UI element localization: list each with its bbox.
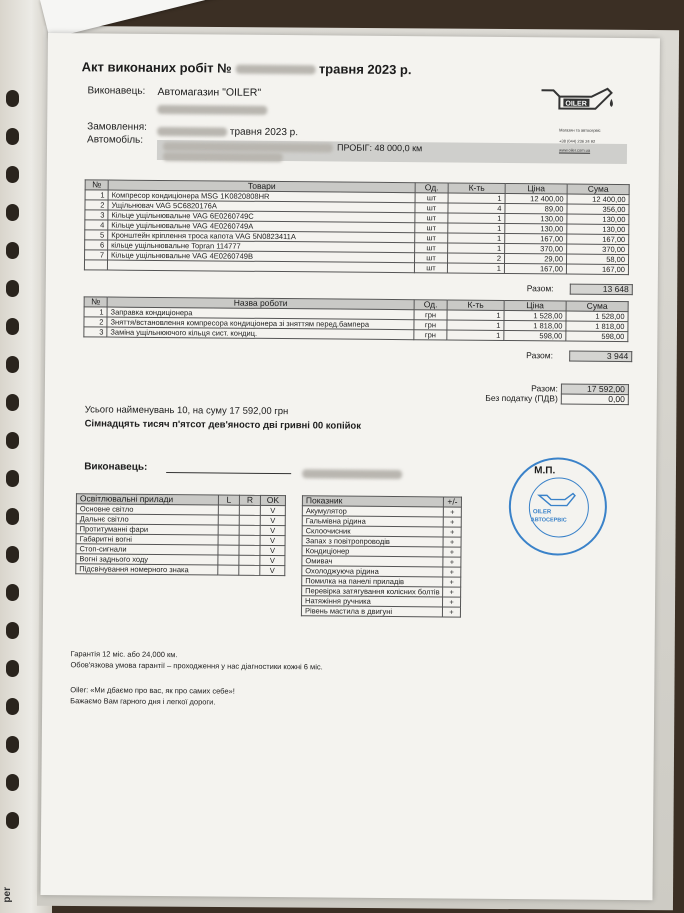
table-row bbox=[302, 536, 461, 547]
row-number: 2 bbox=[85, 200, 108, 210]
row-qty: 1 bbox=[447, 310, 504, 320]
binder-hole bbox=[6, 128, 19, 145]
light-name: Основне світло bbox=[76, 504, 218, 515]
indicator-value: + bbox=[443, 557, 460, 567]
goods-total bbox=[524, 283, 633, 295]
logo-phone: +38 (044) 236 24 92 bbox=[559, 138, 596, 144]
light-ok: V bbox=[260, 545, 285, 555]
light-left bbox=[218, 525, 239, 535]
row-number: 6 bbox=[85, 240, 108, 250]
col-header: Сума bbox=[567, 184, 629, 195]
col-header: Сума bbox=[566, 301, 628, 312]
row-price: 29,00 bbox=[505, 253, 567, 264]
row-number: 2 bbox=[84, 317, 107, 327]
row-price: 1 818,00 bbox=[504, 320, 566, 331]
indicator-value: + bbox=[443, 547, 460, 557]
indicator-value: + bbox=[444, 517, 461, 527]
light-left bbox=[218, 565, 239, 575]
binder-hole bbox=[6, 660, 19, 677]
row-unit: шт bbox=[414, 263, 447, 273]
slogan-text: Oiler: «Ми дбаємо про вас, як про самих себе»! bbox=[70, 685, 235, 696]
goods-total-label: Разом: bbox=[526, 283, 554, 294]
col-header: R bbox=[239, 495, 260, 505]
row-price: 12 400,00 bbox=[505, 193, 567, 204]
oiler-logo bbox=[537, 82, 628, 158]
indicator-value: + bbox=[443, 607, 460, 617]
indicator-name: Помилка на панелі приладів bbox=[302, 576, 444, 587]
summary-total-value: 17 592,00 bbox=[561, 384, 628, 395]
binder-hole bbox=[6, 318, 19, 335]
binder-label: per bbox=[2, 887, 13, 903]
col-header: Ціна bbox=[505, 183, 567, 194]
row-price: 89,00 bbox=[505, 203, 567, 214]
row-price: 370,00 bbox=[505, 243, 567, 254]
row-name: Заміна ущільнюючого кільця сист. кондиц. bbox=[107, 327, 414, 340]
indicator-name: Омивач bbox=[302, 556, 444, 567]
company-stamp bbox=[508, 457, 607, 556]
row-qty: 1 bbox=[448, 193, 505, 203]
table-row bbox=[302, 586, 461, 597]
row-qty: 1 bbox=[448, 213, 505, 223]
stamp-oil-can-icon bbox=[537, 489, 577, 509]
redacted-name bbox=[302, 465, 402, 484]
table-row bbox=[302, 576, 461, 587]
indicator-value: + bbox=[443, 597, 460, 607]
row-unit: шт bbox=[415, 203, 448, 213]
indicator-value: + bbox=[443, 537, 460, 547]
table-row bbox=[302, 596, 461, 607]
row-price: 598,00 bbox=[504, 330, 566, 341]
row-price: 167,00 bbox=[505, 233, 567, 244]
goods-table bbox=[84, 179, 630, 275]
indicator-value: + bbox=[443, 587, 460, 597]
summary-tax-value: 0,00 bbox=[561, 394, 628, 405]
row-unit: грн bbox=[414, 330, 447, 340]
light-name: Дальнє світло bbox=[76, 514, 218, 525]
binder-hole bbox=[6, 356, 19, 373]
row-number: 5 bbox=[85, 230, 108, 240]
binder-hole bbox=[6, 280, 19, 297]
light-ok: V bbox=[260, 565, 285, 575]
indicator-value: + bbox=[444, 507, 461, 517]
logo-brand: OILER bbox=[565, 100, 587, 108]
col-header: Товари bbox=[108, 180, 415, 193]
col-header: № bbox=[84, 297, 107, 307]
row-unit: шт bbox=[415, 223, 448, 233]
stamp-service: АВТОСЕРВІС bbox=[530, 517, 567, 524]
row-sum: 1 818,00 bbox=[566, 321, 628, 332]
works-total bbox=[523, 350, 632, 362]
light-ok: V bbox=[260, 555, 285, 565]
table-row bbox=[302, 516, 461, 527]
light-right bbox=[239, 545, 260, 555]
indicator-name: Натяжіння ручника bbox=[302, 596, 444, 607]
col-header: Од. bbox=[414, 300, 447, 310]
indicator-value: + bbox=[443, 567, 460, 577]
binder-hole bbox=[6, 204, 19, 221]
title-prefix: Акт виконаних робіт № bbox=[81, 59, 232, 76]
row-unit: шт bbox=[415, 243, 448, 253]
row-name: Зняття/встановлення компресора кондиціонера зі зняттям перед.бампера bbox=[107, 317, 414, 330]
row-sum: 130,00 bbox=[567, 224, 629, 235]
light-name: Підсвічування номерного знака bbox=[76, 564, 218, 575]
redacted-car bbox=[163, 142, 333, 152]
row-qty: 1 bbox=[448, 243, 505, 253]
row-unit: шт bbox=[415, 213, 448, 223]
row-sum: 58,00 bbox=[567, 254, 629, 265]
row-name: Кільце ущільнювальне VAG 4E0260749B bbox=[108, 250, 415, 263]
row-sum: 167,00 bbox=[566, 264, 628, 275]
works-total-label: Разом: bbox=[526, 350, 554, 361]
light-name: Габаритні вогні bbox=[76, 534, 218, 545]
row-price: 1 528,00 bbox=[504, 310, 566, 321]
executor-label: Виконавець: bbox=[87, 85, 146, 97]
binder-hole bbox=[6, 432, 19, 449]
stamp-brand: OILER bbox=[532, 509, 552, 516]
summary-tax-label: Без податку (ПДВ) bbox=[485, 392, 558, 404]
warranty-condition: Обов'язкова умова гарантії – проходження у нас діагностики кожні 6 міс. bbox=[70, 660, 323, 672]
signature-line bbox=[166, 472, 291, 474]
light-right bbox=[239, 515, 260, 525]
row-number: 3 bbox=[84, 327, 107, 337]
col-header: +/- bbox=[444, 497, 461, 507]
row-number: 1 bbox=[84, 307, 107, 317]
order-value bbox=[157, 126, 298, 138]
row-sum: 167,00 bbox=[567, 234, 629, 245]
binder-hole bbox=[6, 90, 19, 107]
table-row bbox=[302, 546, 461, 557]
light-right bbox=[239, 525, 260, 535]
row-name: Компресор кондиціонера MSG 1K0820808HR bbox=[108, 190, 415, 203]
light-left bbox=[218, 505, 239, 515]
row-unit: грн bbox=[414, 310, 447, 320]
light-name: Вогні заднього ходу bbox=[76, 554, 218, 565]
amount-in-words: Сімнадцять тисяч п'ятсот дев'яносто дві гривні 00 копійок bbox=[84, 418, 362, 432]
row-qty: 1 bbox=[448, 233, 505, 243]
row-name: Кільце ущільнювальне VAG 6E0260749C bbox=[108, 210, 415, 223]
works-total-value: 3 944 bbox=[570, 351, 632, 362]
row-sum: 598,00 bbox=[566, 331, 628, 342]
goods-total-value: 13 648 bbox=[570, 284, 632, 295]
light-right bbox=[239, 555, 260, 565]
row-name: Кільце ущільнювальне VAG 4E0260749A bbox=[108, 220, 415, 233]
col-header: Показник bbox=[302, 496, 444, 507]
indicator-name: Рівень мастила в двигуні bbox=[301, 606, 443, 617]
row-sum: 1 528,00 bbox=[566, 311, 628, 322]
light-left bbox=[218, 535, 239, 545]
oil-can-icon bbox=[537, 82, 617, 123]
col-header: К-ть bbox=[448, 183, 505, 193]
col-header: Од. bbox=[415, 183, 448, 193]
light-right bbox=[239, 535, 260, 545]
light-right bbox=[239, 505, 260, 515]
row-name: Ущільнювач VAG 5C6820176A bbox=[108, 200, 415, 213]
row-number bbox=[84, 260, 107, 270]
lights-table bbox=[75, 493, 286, 576]
indicator-value: + bbox=[443, 577, 460, 587]
col-header: Освітлювальні прилади bbox=[76, 494, 218, 505]
row-unit: шт bbox=[415, 253, 448, 263]
table-row bbox=[302, 556, 461, 567]
table-row bbox=[301, 606, 460, 617]
row-price: 167,00 bbox=[504, 263, 566, 274]
binder-hole bbox=[6, 166, 19, 183]
table-row bbox=[302, 566, 461, 577]
light-right bbox=[239, 565, 260, 575]
binder-hole bbox=[6, 242, 19, 259]
row-number: 4 bbox=[85, 220, 108, 230]
light-ok: V bbox=[260, 505, 285, 515]
row-unit: грн bbox=[414, 320, 447, 330]
summary-table bbox=[475, 383, 629, 405]
light-left bbox=[218, 545, 239, 555]
binder-hole bbox=[6, 736, 19, 753]
col-header: Назва роботи bbox=[107, 297, 414, 310]
col-header: OK bbox=[260, 495, 285, 505]
redacted-order bbox=[157, 127, 227, 137]
row-unit: шт bbox=[415, 233, 448, 243]
row-sum: 356,00 bbox=[567, 204, 629, 215]
logo-site: www.oiler.com.ua bbox=[558, 147, 591, 153]
redacted-vin bbox=[163, 152, 283, 162]
indicators-table bbox=[301, 495, 462, 617]
light-ok: V bbox=[260, 525, 285, 535]
stamp-place-label: М.П. bbox=[534, 465, 556, 477]
row-sum: 370,00 bbox=[567, 244, 629, 255]
binder-hole bbox=[6, 698, 19, 715]
row-price: 130,00 bbox=[505, 223, 567, 234]
logo-subtitle: Магазин та автосервіс bbox=[559, 127, 601, 133]
row-unit: шт bbox=[415, 193, 448, 203]
row-price: 130,00 bbox=[505, 213, 567, 224]
light-name: Протитуманні фари bbox=[76, 524, 218, 535]
col-header: К-ть bbox=[447, 300, 504, 310]
row-number: 1 bbox=[85, 190, 108, 200]
table-row bbox=[302, 526, 461, 537]
row-name: кільце ущільнювальне Topran 114777 bbox=[108, 240, 415, 253]
binder-hole bbox=[6, 622, 19, 639]
row-qty: 1 bbox=[447, 320, 504, 330]
indicator-name: Гальмівна рідина bbox=[302, 516, 444, 527]
order-date: травня 2023 р. bbox=[229, 126, 299, 139]
row-qty: 1 bbox=[448, 223, 505, 233]
row-name: Заправка кондиціонера bbox=[107, 307, 414, 320]
binder-hole bbox=[6, 470, 19, 487]
row-number: 3 bbox=[85, 210, 108, 220]
table-row bbox=[76, 564, 285, 576]
row-qty: 2 bbox=[448, 253, 505, 263]
summary-total-label: Разом: bbox=[531, 383, 558, 394]
car-label: Автомобіль: bbox=[87, 134, 144, 146]
binder-hole bbox=[6, 812, 19, 829]
binder-hole bbox=[6, 508, 19, 525]
row-name: Кронштейн кріплення троса капота VAG 5N0823411A bbox=[108, 230, 415, 243]
items-count-line: Усього найменувань 10, на суму 17 592,00 грн bbox=[84, 404, 289, 418]
binder-hole bbox=[6, 394, 19, 411]
indicator-name: Склоочисник bbox=[302, 526, 444, 537]
indicator-name: Охолоджуюча рідина bbox=[302, 566, 444, 577]
indicator-name: Кондиціонер bbox=[302, 546, 444, 557]
col-header: L bbox=[218, 495, 239, 505]
indicators-header-row bbox=[302, 496, 461, 507]
executor-value: Автомагазин "OILER" bbox=[157, 85, 262, 99]
indicator-name: Запах з повітропроводів bbox=[302, 536, 444, 547]
title-date: травня 2023 р. bbox=[318, 61, 412, 78]
row-name bbox=[107, 260, 414, 273]
works-table bbox=[83, 296, 628, 342]
warranty-text: Гарантія 12 міс. або 24,000 км. bbox=[70, 649, 178, 660]
document-sheet bbox=[40, 33, 659, 900]
light-left bbox=[218, 555, 239, 565]
redacted-address bbox=[157, 101, 267, 120]
mileage: ПРОБІГ: 48 000,0 км bbox=[336, 142, 423, 154]
indicator-name: Перевірка затягування колісних болтів bbox=[302, 586, 444, 597]
order-label: Замовлення: bbox=[87, 121, 147, 133]
light-left bbox=[218, 515, 239, 525]
binder-hole bbox=[6, 584, 19, 601]
redacted-number bbox=[235, 65, 315, 75]
wish-text: Бажаємо Вам гарного дня і легкої дороги. bbox=[70, 696, 216, 707]
row-number: 7 bbox=[85, 250, 108, 260]
indicator-name: Акумулятор bbox=[302, 506, 444, 517]
row-qty: 1 bbox=[447, 330, 504, 340]
row-sum: 130,00 bbox=[567, 214, 629, 225]
document-title bbox=[82, 59, 412, 77]
binder-hole bbox=[6, 546, 19, 563]
signature-label: Виконавець: bbox=[84, 461, 148, 473]
col-header: № bbox=[85, 180, 108, 190]
row-qty: 4 bbox=[448, 203, 505, 213]
indicator-value: + bbox=[444, 527, 461, 537]
row-qty: 1 bbox=[447, 263, 504, 273]
col-header: Ціна bbox=[504, 300, 566, 311]
binder-hole bbox=[6, 774, 19, 791]
light-name: Стоп-сигнали bbox=[76, 544, 218, 555]
light-ok: V bbox=[260, 535, 285, 545]
light-ok: V bbox=[260, 515, 285, 525]
table-row bbox=[302, 506, 461, 517]
row-sum: 12 400,00 bbox=[567, 194, 629, 205]
